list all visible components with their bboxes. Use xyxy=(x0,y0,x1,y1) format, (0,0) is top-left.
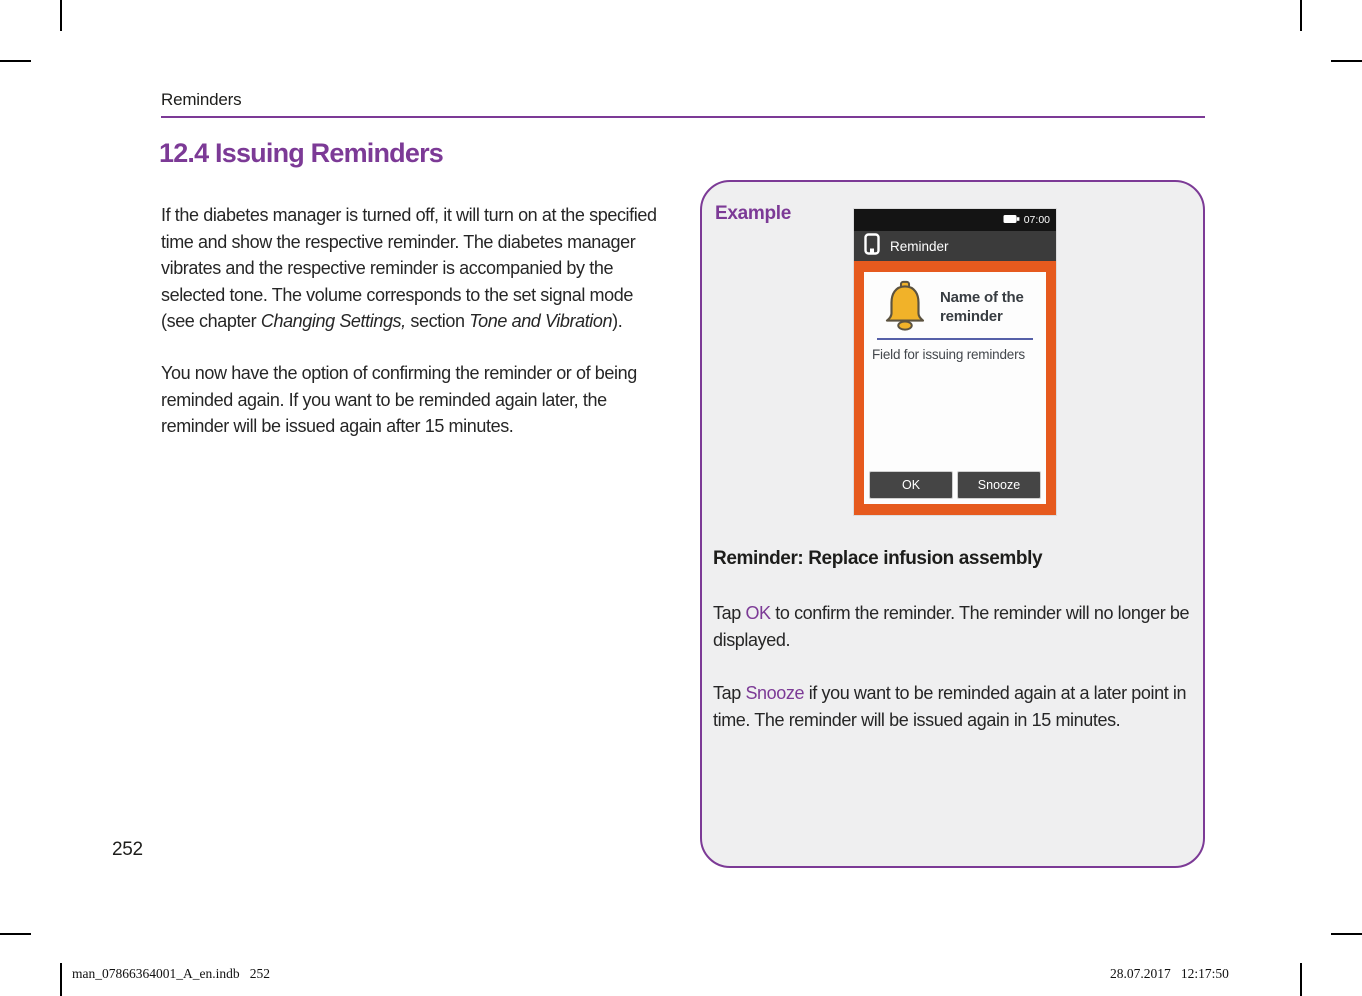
text-segment: You now have the option of confirming the reminder or of being reminded again. If you want to be reminded again later, the reminder will be issued again after 15 minutes. xyxy=(161,363,637,436)
text-segment: If the diabetes manager is turned off, it will turn on at the specified time and show the respective reminder. The diabetes manager vibrates and the respective reminder is accompanied by the selected tone. The volume corresponds to the set signal mode (see chapter xyxy=(161,205,657,331)
text-segment: Changing Settings, xyxy=(260,311,406,331)
crop-mark xyxy=(0,60,31,62)
device-clock: 07:00 xyxy=(1023,214,1050,226)
body-paragraph xyxy=(161,360,661,440)
crop-mark xyxy=(60,0,62,31)
footer-timestamp: 28.07.2017 12:17:50 xyxy=(1110,966,1229,981)
text-segment: ). xyxy=(612,311,623,331)
card-divider xyxy=(877,338,1033,340)
example-paragraph xyxy=(713,600,1201,653)
reminder-card xyxy=(864,272,1046,504)
crop-mark xyxy=(1300,0,1302,31)
crop-mark xyxy=(0,933,31,935)
reminder-name-text: Name of the reminder xyxy=(940,289,1024,325)
bell-icon xyxy=(878,279,932,337)
crop-mark xyxy=(60,963,62,996)
device-body xyxy=(854,261,1056,515)
crop-mark xyxy=(1331,60,1362,62)
footer-filename: man_07866364001_A_en.indb 252 xyxy=(72,966,270,981)
reminder-field-text: Field for issuing reminders xyxy=(872,347,1025,362)
device-header-bar xyxy=(854,231,1056,261)
page-number: 252 xyxy=(112,839,143,860)
header-rule xyxy=(161,116,1205,118)
text-segment: Tap xyxy=(713,683,746,703)
crop-mark xyxy=(1331,933,1362,935)
device-button-row xyxy=(869,471,1041,499)
example-paragraph xyxy=(713,680,1201,733)
snooze-button: Snooze xyxy=(957,471,1041,499)
text-segment: Snooze xyxy=(745,683,805,703)
battery-icon xyxy=(1003,211,1020,229)
text-segment: OK xyxy=(745,603,771,623)
example-panel xyxy=(700,180,1205,868)
text-segment: Tone and Vibration xyxy=(469,311,613,331)
example-label: Example xyxy=(715,203,792,224)
text-segment: section xyxy=(405,311,470,331)
crop-mark xyxy=(1300,963,1302,996)
text-segment: if you want to be reminded again at a later point in time. The reminder will be issued again in 15 minutes. xyxy=(713,683,1187,730)
text-segment: Tap xyxy=(713,603,746,623)
device-status-bar xyxy=(854,209,1056,231)
running-header: Reminders xyxy=(161,90,242,109)
section-title: 12.4 Issuing Reminders xyxy=(159,138,444,168)
device-screenshot xyxy=(854,209,1056,515)
example-caption-title: Reminder: Replace infusion assembly xyxy=(713,548,1043,569)
device-header-title: Reminder xyxy=(890,238,949,254)
reminder-device-icon xyxy=(864,233,880,260)
text-segment: to confirm the reminder. The reminder will no longer be displayed. xyxy=(713,603,1190,650)
ok-button: OK xyxy=(869,471,953,499)
body-paragraph xyxy=(161,202,661,335)
